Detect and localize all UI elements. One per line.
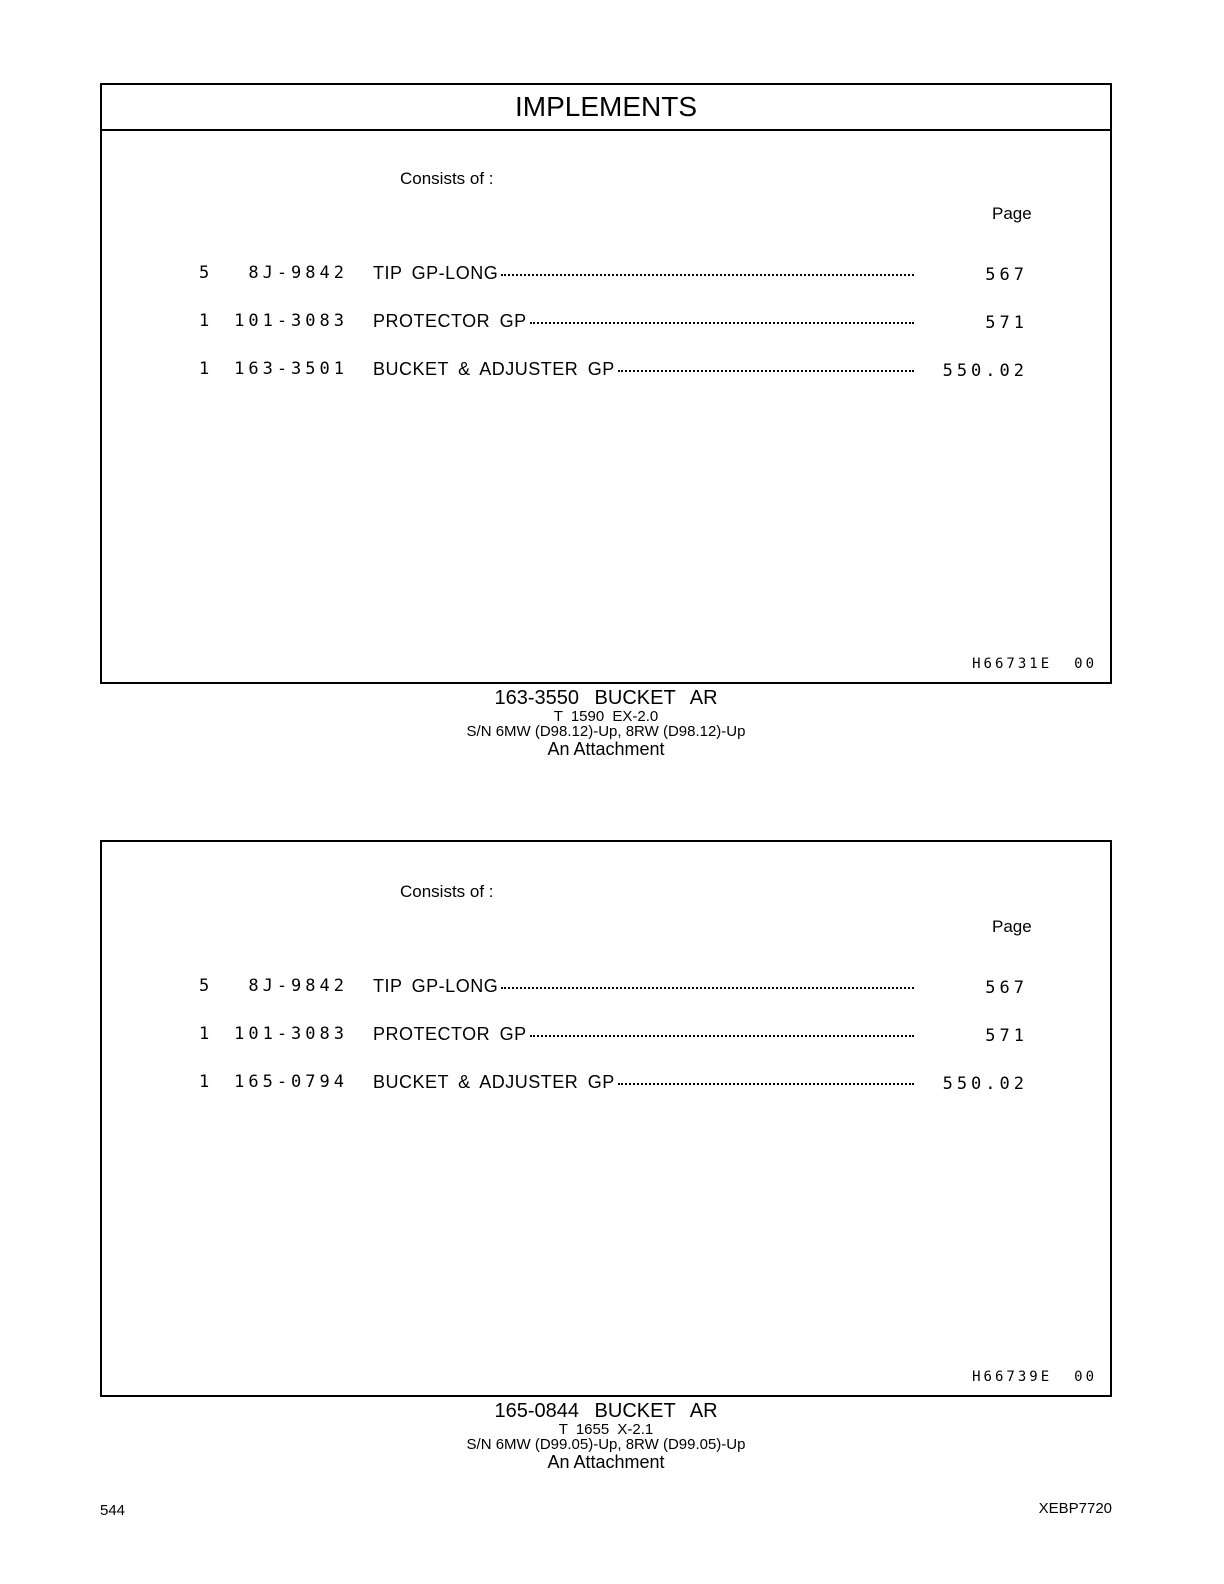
caption-model: T 1590 EX-2.0: [553, 708, 659, 725]
part-qty: 1: [199, 311, 212, 331]
part-number[interactable]: 101-3083: [234, 1024, 348, 1044]
page-number: 544: [100, 1502, 126, 1519]
section-header: IMPLEMENTS: [102, 85, 1110, 131]
part-description: [373, 359, 914, 380]
caption-type: An Attachment: [547, 1452, 665, 1472]
part-description-text: TIP GP-LONG: [373, 263, 499, 283]
part-description: [373, 311, 914, 332]
part-qty: 5: [199, 976, 212, 996]
document-code: XEBP7720: [1038, 1500, 1112, 1517]
dot-leader: [530, 322, 914, 324]
page-reference[interactable]: 550.02: [942, 1074, 1028, 1094]
section-1-caption: [100, 687, 1112, 758]
dot-leader: [618, 1083, 914, 1085]
illustration-revision: 00: [1074, 1369, 1097, 1385]
page-reference[interactable]: 571: [985, 1026, 1028, 1046]
part-number[interactable]: 8J-9842: [248, 976, 348, 996]
caption-title: 163-3550 BUCKET AR: [494, 687, 718, 709]
part-row: [102, 359, 1110, 385]
section-1-box: [100, 83, 1112, 684]
illustration-id: [972, 1369, 1097, 1385]
part-qty: 1: [199, 1072, 212, 1092]
part-description-text: PROTECTOR GP: [373, 311, 527, 331]
illustration-id: [972, 656, 1097, 672]
consists-of-label: Consists of :: [400, 882, 494, 901]
caption-type: An Attachment: [547, 739, 665, 759]
dot-leader: [530, 1035, 914, 1037]
page-reference[interactable]: 567: [985, 265, 1028, 285]
part-description: [373, 1024, 914, 1045]
part-qty: 5: [199, 263, 212, 283]
consists-of-label: Consists of :: [400, 169, 494, 188]
dot-leader: [501, 274, 914, 276]
part-number[interactable]: 165-0794: [234, 1072, 348, 1092]
caption-title: 165-0844 BUCKET AR: [494, 1400, 718, 1422]
section-2-box: [100, 840, 1112, 1397]
page-column-header: Page: [992, 917, 1032, 936]
dot-leader: [501, 987, 914, 989]
page-reference[interactable]: 571: [985, 313, 1028, 333]
illustration-code: H66739E: [972, 1369, 1053, 1385]
section-2-caption: [100, 1400, 1112, 1471]
part-description-text: BUCKET & ADJUSTER GP: [373, 1072, 615, 1092]
part-row: [102, 311, 1110, 337]
part-number[interactable]: 101-3083: [234, 311, 348, 331]
part-description: [373, 263, 914, 284]
part-description: [373, 1072, 914, 1093]
caption-model: T 1655 X-2.1: [558, 1421, 654, 1438]
part-description-text: PROTECTOR GP: [373, 1024, 527, 1044]
caption-serial: S/N 6MW (D99.05)-Up, 8RW (D99.05)-Up: [466, 1436, 746, 1453]
part-qty: 1: [199, 1024, 212, 1044]
part-row: [102, 976, 1110, 1002]
page-reference[interactable]: 567: [985, 978, 1028, 998]
part-number[interactable]: 8J-9842: [248, 263, 348, 283]
page-reference[interactable]: 550.02: [942, 361, 1028, 381]
part-number[interactable]: 163-3501: [234, 359, 348, 379]
part-row: [102, 263, 1110, 289]
page-column-header: Page: [992, 204, 1032, 223]
illustration-revision: 00: [1074, 656, 1097, 672]
dot-leader: [618, 370, 914, 372]
part-description-text: TIP GP-LONG: [373, 976, 499, 996]
part-qty: 1: [199, 359, 212, 379]
illustration-code: H66731E: [972, 656, 1053, 672]
part-description-text: BUCKET & ADJUSTER GP: [373, 359, 615, 379]
part-row: [102, 1024, 1110, 1050]
part-description: [373, 976, 914, 997]
part-row: [102, 1072, 1110, 1098]
caption-serial: S/N 6MW (D98.12)-Up, 8RW (D98.12)-Up: [466, 723, 746, 740]
